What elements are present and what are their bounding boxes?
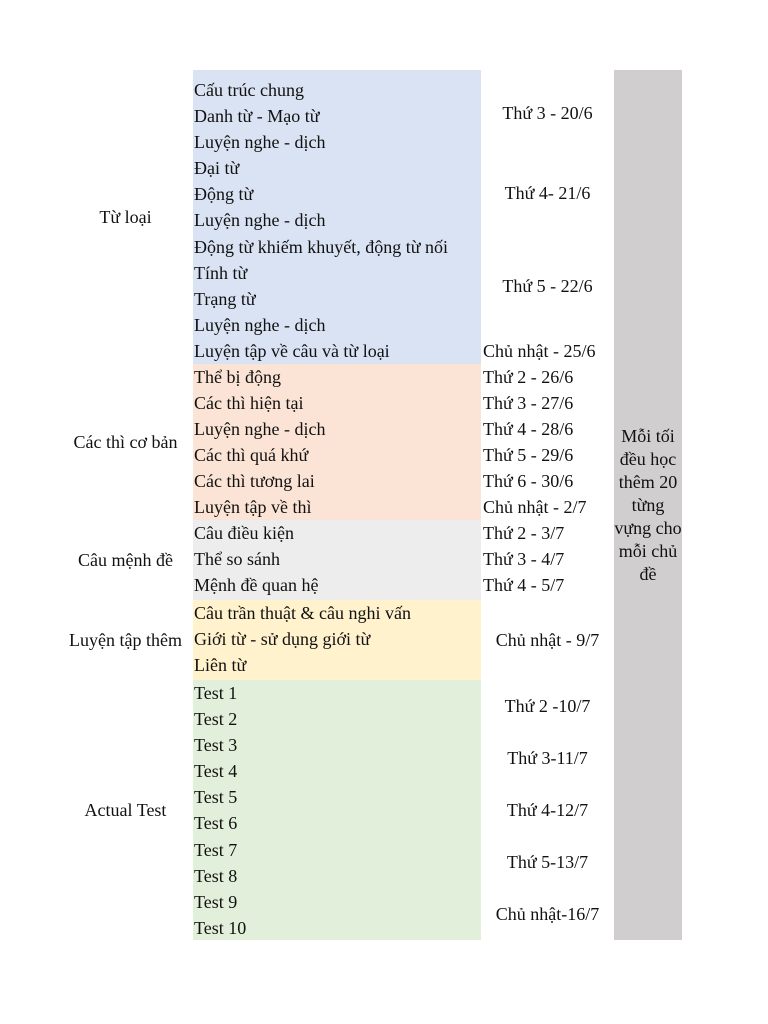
study-schedule-sheet	[58, 70, 684, 940]
date-cell: Thứ 6 - 30/6	[483, 471, 574, 491]
category-cau-menh-de: Câu mệnh đề	[78, 550, 173, 570]
date-cell: Thứ 5-13/7	[506, 852, 589, 872]
topic-item: Test 5	[194, 787, 238, 808]
category-tu-loai: Từ loại	[99, 207, 152, 227]
date-cell: Thứ 4-12/7	[506, 800, 589, 820]
vocabulary-note	[614, 70, 682, 940]
date-cell: Thứ 2 -10/7	[504, 696, 591, 716]
topics-block-cau-menh-de	[193, 520, 481, 600]
date-cell: Thứ 5 - 29/6	[483, 445, 574, 465]
topic-item: Danh từ - Mạo từ	[194, 106, 320, 127]
date-cell: Thứ 3 - 20/6	[502, 103, 593, 123]
topic-item: Các thì quá khứ	[194, 445, 309, 466]
topics-block-top-pad	[193, 70, 481, 77]
date-cell: Chủ nhật - 9/7	[495, 630, 600, 650]
date-cell: Chủ nhật - 2/7	[483, 497, 587, 517]
topic-item: Test 4	[194, 761, 238, 782]
date-cell: Thứ 3 - 4/7	[483, 549, 565, 569]
date-cell: Thứ 4- 21/6	[504, 183, 591, 203]
topic-item: Test 10	[194, 917, 247, 938]
topics-block-cac-thi	[193, 364, 481, 520]
topic-item: Trạng từ	[194, 288, 256, 309]
vocabulary-note-text: Mỗi tối đều học thêm 20 từng vựng cho mỗi chủ đề	[614, 425, 682, 584]
date-cell: Thứ 3-11/7	[507, 748, 588, 768]
topics-block-actual-test	[193, 680, 481, 940]
topic-item: Câu trần thuật & câu nghi vấn	[194, 603, 411, 623]
topic-item: Tính từ	[194, 262, 248, 283]
topics-block-tu-loai	[193, 77, 481, 364]
date-cell: Thứ 3 - 27/6	[483, 393, 574, 413]
topic-item: Luyện nghe - dịch	[194, 419, 326, 440]
topic-item: Đại từ	[194, 158, 240, 179]
topic-item: Luyện nghe - dịch	[194, 132, 326, 153]
topic-item: Test 2	[194, 709, 238, 730]
topic-item: Test 3	[194, 735, 238, 756]
topic-item: Thể so sánh	[194, 549, 280, 570]
date-cell: Thứ 2 - 26/6	[483, 367, 574, 387]
date-cell: Thứ 4 - 28/6	[483, 419, 574, 439]
date-cell: Chủ nhật-16/7	[495, 904, 600, 924]
topic-item: Test 9	[194, 891, 238, 912]
date-cell: Chủ nhật - 25/6	[483, 341, 596, 361]
category-luyen-tap-them: Luyện tập thêm	[69, 630, 182, 650]
topic-item: Test 7	[194, 839, 238, 860]
topic-item: Động từ khiếm khuyết, động từ nối	[194, 236, 448, 257]
topics-block-luyen-tap-them	[193, 600, 481, 680]
topic-item: Giới từ - sử dụng giới từ	[194, 629, 371, 650]
topic-item: Động từ	[194, 184, 254, 205]
topic-item: Luyện tập về câu và từ loại	[194, 340, 390, 361]
topic-item: Luyện nghe - dịch	[194, 210, 326, 231]
topic-item: Câu điều kiện	[194, 523, 294, 543]
category-cac-thi-co-ban: Các thì cơ bản	[73, 432, 178, 452]
topic-item: Test 6	[194, 813, 238, 834]
topic-item: Test 1	[194, 683, 238, 703]
date-cell: Thứ 4 - 5/7	[483, 575, 565, 595]
topic-item: Các thì tương lai	[194, 471, 315, 492]
topic-item: Cấu trúc chung	[194, 80, 304, 100]
date-cell: Thứ 5 - 22/6	[502, 276, 593, 296]
topic-item: Test 8	[194, 865, 238, 886]
topic-item: Liên từ	[194, 655, 247, 676]
date-cell: Thứ 2 - 3/7	[483, 523, 565, 543]
topic-item: Luyện nghe - dịch	[194, 314, 326, 335]
topic-item: Luyện tập về thì	[194, 497, 312, 518]
topic-item: Thể bị động	[194, 367, 281, 387]
topic-item: Mệnh đề quan hệ	[194, 575, 319, 596]
topic-item: Các thì hiện tại	[194, 393, 304, 414]
category-actual-test: Actual Test	[84, 800, 167, 820]
